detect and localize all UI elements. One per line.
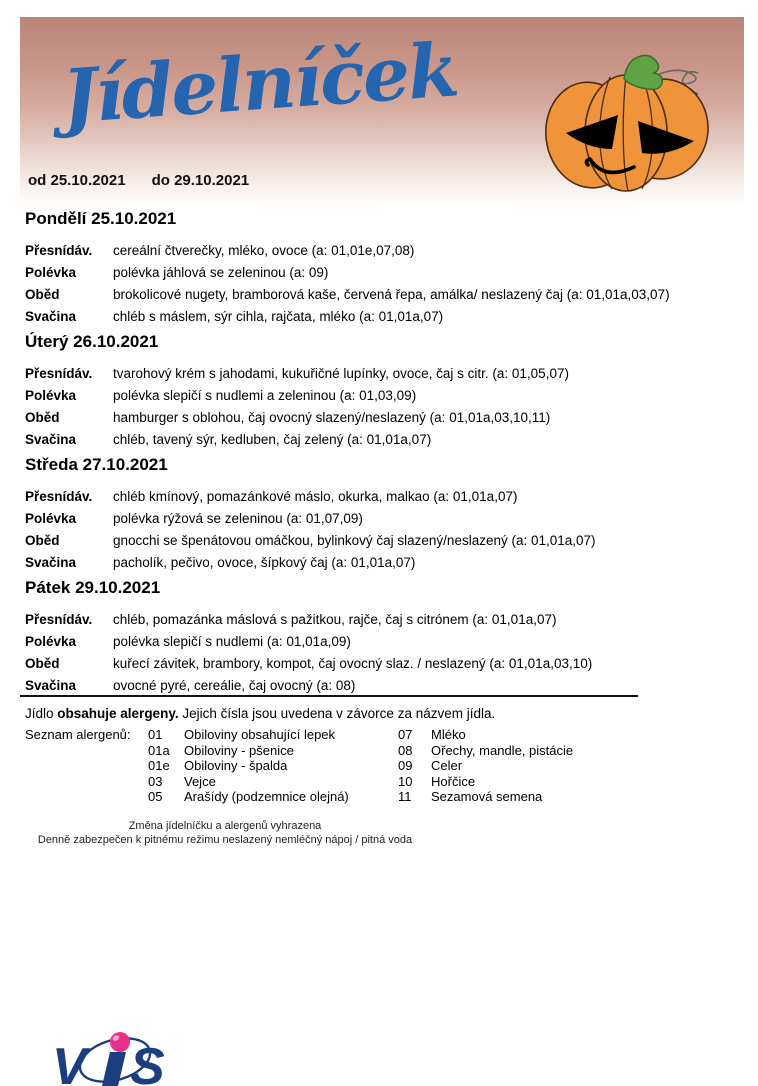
day-title: Středa 27.10.2021 xyxy=(25,455,168,474)
meal-text: polévka jáhlová se zeleninou (a: 09) xyxy=(113,265,329,280)
day-title: Úterý 26.10.2021 xyxy=(25,332,159,351)
meal-row xyxy=(25,530,737,552)
meal-text: polévka slepičí s nudlemi a zeleninou (a: 01,03,09) xyxy=(113,388,417,403)
footer-note xyxy=(0,820,450,847)
allergen-name: Celer xyxy=(431,758,463,773)
meal-label: Oběd xyxy=(25,533,60,548)
page-title: Jídelníček xyxy=(59,27,460,141)
meal-label: Svačina xyxy=(25,309,77,324)
meal-text: gnocchi se špenátovou omáčkou, bylinkový čaj slazený/neslazený (a: 01,01a,07) xyxy=(113,533,596,548)
footer-line-1: Změna jídelníčku a alergenů vyhrazena xyxy=(128,820,322,832)
allergen-code: 01e xyxy=(148,758,170,773)
meal-label: Přesnídáv. xyxy=(25,243,93,258)
day-section-tuesday xyxy=(25,332,737,451)
allergen-list-label: Seznam alergenů: xyxy=(25,727,131,742)
allergen-name: Ořechy, mandle, pistácie xyxy=(431,742,574,758)
meal-label: Polévka xyxy=(25,265,77,280)
meal-row xyxy=(25,363,737,385)
allergen-name: Arašídy (podzemnice olejná) xyxy=(184,789,349,804)
meal-row xyxy=(25,653,737,675)
allergen-intro-prefix: Jídlo xyxy=(25,706,58,721)
allergen-intro-rest: Jejich čísla jsou uvedena v závorce za názvem jídla. xyxy=(178,706,496,721)
meal-text: chléb, pomazánka máslová s pažitkou, rajče, čaj s citrónem (a: 01,01a,07) xyxy=(113,612,557,627)
allergen-list xyxy=(25,727,737,805)
allergen-name: Sezamová semena xyxy=(431,789,543,804)
meal-text: kuřecí závitek, brambory, kompot, čaj ovocný slaz. / neslazený (a: 01,01a,03,10) xyxy=(113,656,593,671)
allergen-code: 03 xyxy=(148,773,163,789)
meal-row xyxy=(25,675,737,697)
allergen-code: 11 xyxy=(398,789,412,804)
day-title: Pondělí 25.10.2021 xyxy=(25,209,177,228)
meal-label: Přesnídáv. xyxy=(25,366,93,381)
meal-row xyxy=(25,508,737,530)
svg-text:V: V xyxy=(52,1038,87,1086)
meal-text: cereální čtverečky, mléko, ovoce (a: 01,01e,07,08) xyxy=(113,243,415,258)
meal-text: polévka rýžová se zeleninou (a: 01,07,09) xyxy=(113,511,363,526)
allergen-code: 01a xyxy=(148,742,170,758)
meal-label: Oběd xyxy=(25,656,60,671)
meal-label: Oběd xyxy=(25,287,60,302)
meal-label: Svačina xyxy=(25,678,77,693)
allergen-column-1 xyxy=(148,727,398,805)
meal-text: hamburger s oblohou, čaj ovocný slazený/neslazený (a: 01,01a,03,10,11) xyxy=(113,410,551,425)
allergen-name: Obiloviny obsahující lepek xyxy=(184,727,336,742)
meal-text: tvarohový krém s jahodami, kukuřičné lupínky, ovoce, čaj s citr. (a: 01,05,07) xyxy=(113,366,569,381)
allergen-code: 09 xyxy=(398,758,413,773)
meal-text: polévka slepičí s nudlemi (a: 01,01a,09) xyxy=(113,634,351,649)
day-title: Pátek 29.10.2021 xyxy=(25,578,161,597)
meal-label: Polévka xyxy=(25,634,77,649)
date-to: do 29.10.2021 xyxy=(151,172,250,189)
allergen-code: 10 xyxy=(398,773,413,789)
date-range xyxy=(28,172,249,189)
allergen-name: Hořčice xyxy=(431,773,476,789)
allergen-name: Obiloviny - špalda xyxy=(184,758,288,773)
svg-text:S: S xyxy=(130,1038,165,1086)
allergen-name: Obiloviny - pšenice xyxy=(184,742,294,758)
meal-label: Přesnídáv. xyxy=(25,489,93,504)
meal-row xyxy=(25,609,737,631)
meal-row xyxy=(25,407,737,429)
meal-row xyxy=(25,552,737,574)
date-from: od 25.10.2021 xyxy=(28,172,126,189)
meal-row xyxy=(25,240,737,262)
meal-row xyxy=(25,486,737,508)
pumpkin-icon xyxy=(538,53,720,195)
meal-text: chléb kmínový, pomazánkové máslo, okurka, malkao (a: 01,01a,07) xyxy=(113,489,518,504)
allergen-code: 01 xyxy=(148,727,163,742)
vis-logo xyxy=(52,1030,176,1086)
meal-text: ovocné pyré, cereálie, čaj ovocný (a: 08) xyxy=(113,678,356,693)
allergen-name: Mléko xyxy=(431,727,466,742)
meal-text: chléb s máslem, sýr cihla, rajčata, mléko (a: 01,01a,07) xyxy=(113,309,444,324)
day-section-monday xyxy=(25,209,737,328)
meal-row xyxy=(25,385,737,407)
footer-line-2: Denně zabezpečen k pitnému režimu neslazený nemléčný nápoj / pitná voda xyxy=(37,833,413,846)
allergen-intro xyxy=(25,705,737,723)
meal-label: Polévka xyxy=(25,511,77,526)
meal-label: Oběd xyxy=(25,410,60,425)
allergen-column-2 xyxy=(398,727,573,805)
meal-label: Svačina xyxy=(25,555,77,570)
day-section-friday xyxy=(25,578,737,697)
meal-text: chléb, tavený sýr, kedluben, čaj zelený (a: 01,01a,07) xyxy=(113,432,432,447)
meal-label: Svačina xyxy=(25,432,77,447)
allergen-name: Vejce xyxy=(184,773,216,789)
meal-label: Přesnídáv. xyxy=(25,612,93,627)
day-section-wednesday xyxy=(25,455,737,574)
meal-row xyxy=(25,429,737,451)
header-banner xyxy=(20,17,744,207)
allergen-intro-bold: obsahuje alergeny. xyxy=(57,706,179,721)
menu-content xyxy=(25,209,737,805)
allergen-code: 08 xyxy=(398,742,413,758)
allergen-code: 07 xyxy=(398,727,413,742)
allergen-code: 05 xyxy=(148,789,163,804)
meal-text: brokolicové nugety, bramborová kaše, červená řepa, amálka/ neslazený čaj (a: 01,01a,03,07) xyxy=(113,287,670,302)
meal-label: Polévka xyxy=(25,388,77,403)
meal-text: pacholík, pečivo, ovoce, šípkový čaj (a: 01,01a,07) xyxy=(113,555,416,570)
meal-row xyxy=(25,284,737,306)
meal-row xyxy=(25,631,737,653)
meal-row xyxy=(25,262,737,284)
meal-row xyxy=(25,306,737,328)
